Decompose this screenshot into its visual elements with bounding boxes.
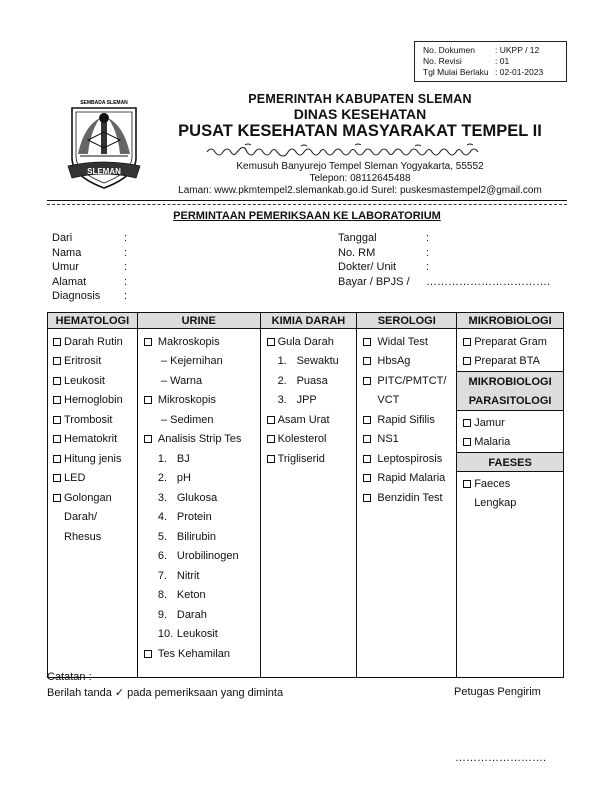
header-divider	[47, 200, 567, 201]
checkbox-item[interactable]: Malaria	[457, 433, 563, 453]
checkbox[interactable]	[363, 474, 371, 482]
checkbox-item[interactable]: Faeces	[457, 474, 563, 494]
list-item: 7. Nitrit	[157, 569, 200, 582]
checkbox[interactable]	[363, 455, 371, 463]
list-item: 1. Sewaktu	[277, 355, 339, 368]
checkbox-item[interactable]: Eritrosit	[53, 352, 137, 372]
header-government: PEMERINTAH KABUPATEN SLEMAN	[248, 92, 472, 106]
subheader-faeses: FAESES	[456, 452, 564, 472]
checkbox[interactable]	[53, 455, 61, 463]
checkbox-item[interactable]: Hematokrit	[53, 430, 137, 450]
checkbox[interactable]	[53, 396, 61, 404]
checkbox-item[interactable]: Makroskopis	[144, 332, 260, 352]
checkbox-item[interactable]: Golongan	[53, 488, 137, 508]
list-item: 1. BJ	[157, 452, 190, 465]
checkbox[interactable]	[53, 494, 61, 502]
header-website-email: Laman: www.pkmtempel2.slemankab.go.id Surel: puskesmastempel2@gmail.com	[178, 185, 542, 196]
checkbox[interactable]	[363, 416, 371, 424]
checkbox-item[interactable]: Tes Kehamilan	[144, 644, 260, 664]
subheader-mikrobiologi: MIKROBIOLOGI	[456, 371, 564, 391]
svg-text:SLEMAN: SLEMAN	[87, 167, 121, 176]
svg-text:SEMBADA SLEMAN: SEMBADA SLEMAN	[80, 100, 128, 106]
sleman-emblem-logo	[64, 96, 144, 196]
checkbox[interactable]	[267, 416, 275, 424]
checkbox[interactable]	[53, 474, 61, 482]
checkbox-item[interactable]: PITC/PMTCT/	[363, 371, 456, 391]
lab-test-table	[47, 312, 564, 678]
doc-number-row: No. Dokumen : UKPP / 12	[423, 45, 540, 55]
catatan-label: Catatan :	[47, 671, 92, 683]
list-item: 3. JPP	[277, 394, 317, 407]
list-item: 9. Darah	[157, 608, 207, 621]
header-phone: Telepon: 08112645488	[309, 173, 411, 184]
field-dokter-unit[interactable]: Dokter/ Unit :	[338, 261, 430, 273]
checkbox[interactable]	[363, 494, 371, 502]
field-nama[interactable]: Nama :	[52, 246, 128, 259]
kimia-darah-column	[260, 329, 357, 678]
checkbox[interactable]	[144, 650, 152, 658]
list-item: 2. Puasa	[277, 374, 328, 387]
patient-fields-right	[338, 232, 550, 290]
header-institution: PUSAT KESEHATAN MASYARAKAT TEMPEL II	[178, 122, 542, 140]
header-department: DINAS KESEHATAN	[293, 106, 427, 122]
list-item: 5. Bilirubin	[157, 530, 217, 543]
checkbox-item[interactable]: Kolesterol	[267, 430, 357, 450]
field-umur[interactable]: Umur :	[52, 261, 128, 273]
checkbox[interactable]	[463, 338, 471, 346]
table-header-row	[48, 313, 564, 329]
checkbox-item[interactable]: Benzidin Test	[363, 488, 456, 508]
checkbox[interactable]	[53, 338, 61, 346]
checkbox[interactable]	[363, 435, 371, 443]
field-tanggal[interactable]: Tanggal :	[338, 232, 430, 244]
list-item: – Sedimen	[160, 413, 214, 426]
document-info-box	[414, 41, 567, 82]
checkbox[interactable]	[267, 455, 275, 463]
checkbox[interactable]	[144, 435, 152, 443]
checkbox[interactable]	[144, 396, 152, 404]
checkbox-item[interactable]: Leukosit	[53, 371, 137, 391]
hematologi-column	[48, 329, 138, 678]
checkbox-item[interactable]: Hemoglobin	[53, 391, 137, 411]
list-item: Rhesus	[64, 530, 102, 543]
signature-line[interactable]: …………………….	[455, 752, 547, 764]
sender-officer-label: Petugas Pengirim	[454, 686, 541, 698]
checkbox-item[interactable]: Darah Rutin	[53, 332, 137, 352]
list-item: 10. Leukosit	[157, 628, 218, 641]
field-bayar-bpjs[interactable]: Bayar / BPJS / …………………………….	[338, 275, 551, 288]
list-item: – Warna	[160, 374, 203, 387]
checkbox-item[interactable]: Mikroskopis	[144, 391, 260, 411]
list-item: 4. Protein	[157, 511, 212, 524]
checkbox-item[interactable]: Analisis Strip Tes	[144, 430, 260, 450]
column-header-hematologi: HEMATOLOGI	[48, 313, 138, 329]
checkbox[interactable]	[53, 377, 61, 385]
field-diagnosis[interactable]: Diagnosis :	[52, 290, 128, 302]
checkbox-item[interactable]: Trombosit	[53, 410, 137, 430]
form-title: PERMINTAAN PEMERIKSAAN KE LABORATORIUM	[173, 210, 441, 222]
checkbox[interactable]	[363, 357, 371, 365]
list-item: Lengkap	[474, 497, 517, 510]
checkbox-item[interactable]: Gula Darah	[267, 332, 357, 352]
column-header-urine: URINE	[137, 313, 260, 329]
doc-date-row: Tgl Mulai Berlaku : 02-01-2023	[423, 67, 544, 77]
header-divider-dashed	[47, 204, 567, 205]
subheader-parasitologi: PARASITOLOGI	[456, 391, 564, 411]
checkbox[interactable]	[267, 435, 275, 443]
checkbox[interactable]	[363, 338, 371, 346]
column-header-kimia-darah: KIMIA DARAH	[260, 313, 357, 329]
checkbox[interactable]	[463, 438, 471, 446]
checkbox-item[interactable]: LED	[53, 469, 137, 489]
urine-column	[137, 329, 260, 678]
patient-fields-left	[52, 232, 127, 305]
doc-revision-row: No. Revisi : 01	[423, 56, 510, 66]
checkbox[interactable]	[53, 357, 61, 365]
list-item: 2. pH	[157, 472, 191, 485]
field-no-rm[interactable]: No. RM :	[338, 246, 430, 259]
column-header-serologi: SEROLOGI	[357, 313, 457, 329]
checkbox-item[interactable]: Rapid Sifilis	[363, 410, 456, 430]
checkbox-item[interactable]: NS1	[363, 430, 456, 450]
checkbox-item[interactable]: Hitung jenis	[53, 449, 137, 469]
checkbox-item[interactable]: Rapid Malaria	[363, 469, 456, 489]
header-address: Kemusuh Banyurejo Tempel Sleman Yogyakarta, 55552	[236, 161, 484, 172]
list-item: VCT	[377, 394, 400, 407]
list-item: 8. Keton	[157, 589, 206, 602]
checkbox-item[interactable]: HbsAg	[363, 352, 456, 372]
mikrobiologi-column	[457, 329, 564, 678]
checkbox-item[interactable]: Leptospirosis	[363, 449, 456, 469]
serologi-column	[357, 329, 457, 678]
list-item: 3. Glukosa	[157, 491, 218, 504]
checkbox[interactable]	[53, 435, 61, 443]
list-item: Darah/	[64, 511, 98, 524]
checkbox[interactable]	[463, 419, 471, 427]
field-dari[interactable]: Dari :	[52, 232, 128, 244]
checkbox[interactable]	[463, 480, 471, 488]
checkbox[interactable]	[53, 416, 61, 424]
instruction-text: Berilah tanda ✓ pada pemeriksaan yang diminta	[47, 687, 284, 699]
checkbox-item[interactable]: Preparat BTA	[457, 352, 563, 372]
checkbox[interactable]	[363, 377, 371, 385]
list-item: – Kejernihan	[160, 355, 223, 368]
checkbox-item[interactable]: Preparat Gram	[457, 332, 563, 352]
checkbox[interactable]	[267, 338, 275, 346]
list-item: 6. Urobilinogen	[157, 550, 239, 563]
checkbox-item[interactable]: Widal Test	[363, 332, 456, 352]
column-header-mikrobiologi: MIKROBIOLOGI	[457, 313, 564, 329]
field-alamat[interactable]: Alamat :	[52, 275, 128, 288]
checkbox[interactable]	[463, 357, 471, 365]
checkbox-item[interactable]: Asam Urat	[267, 410, 357, 430]
checkbox[interactable]	[144, 338, 152, 346]
javanese-script-line	[205, 143, 505, 159]
checkbox-item[interactable]: Trigliserid	[267, 449, 357, 469]
checkbox-item[interactable]: Jamur	[457, 413, 563, 433]
